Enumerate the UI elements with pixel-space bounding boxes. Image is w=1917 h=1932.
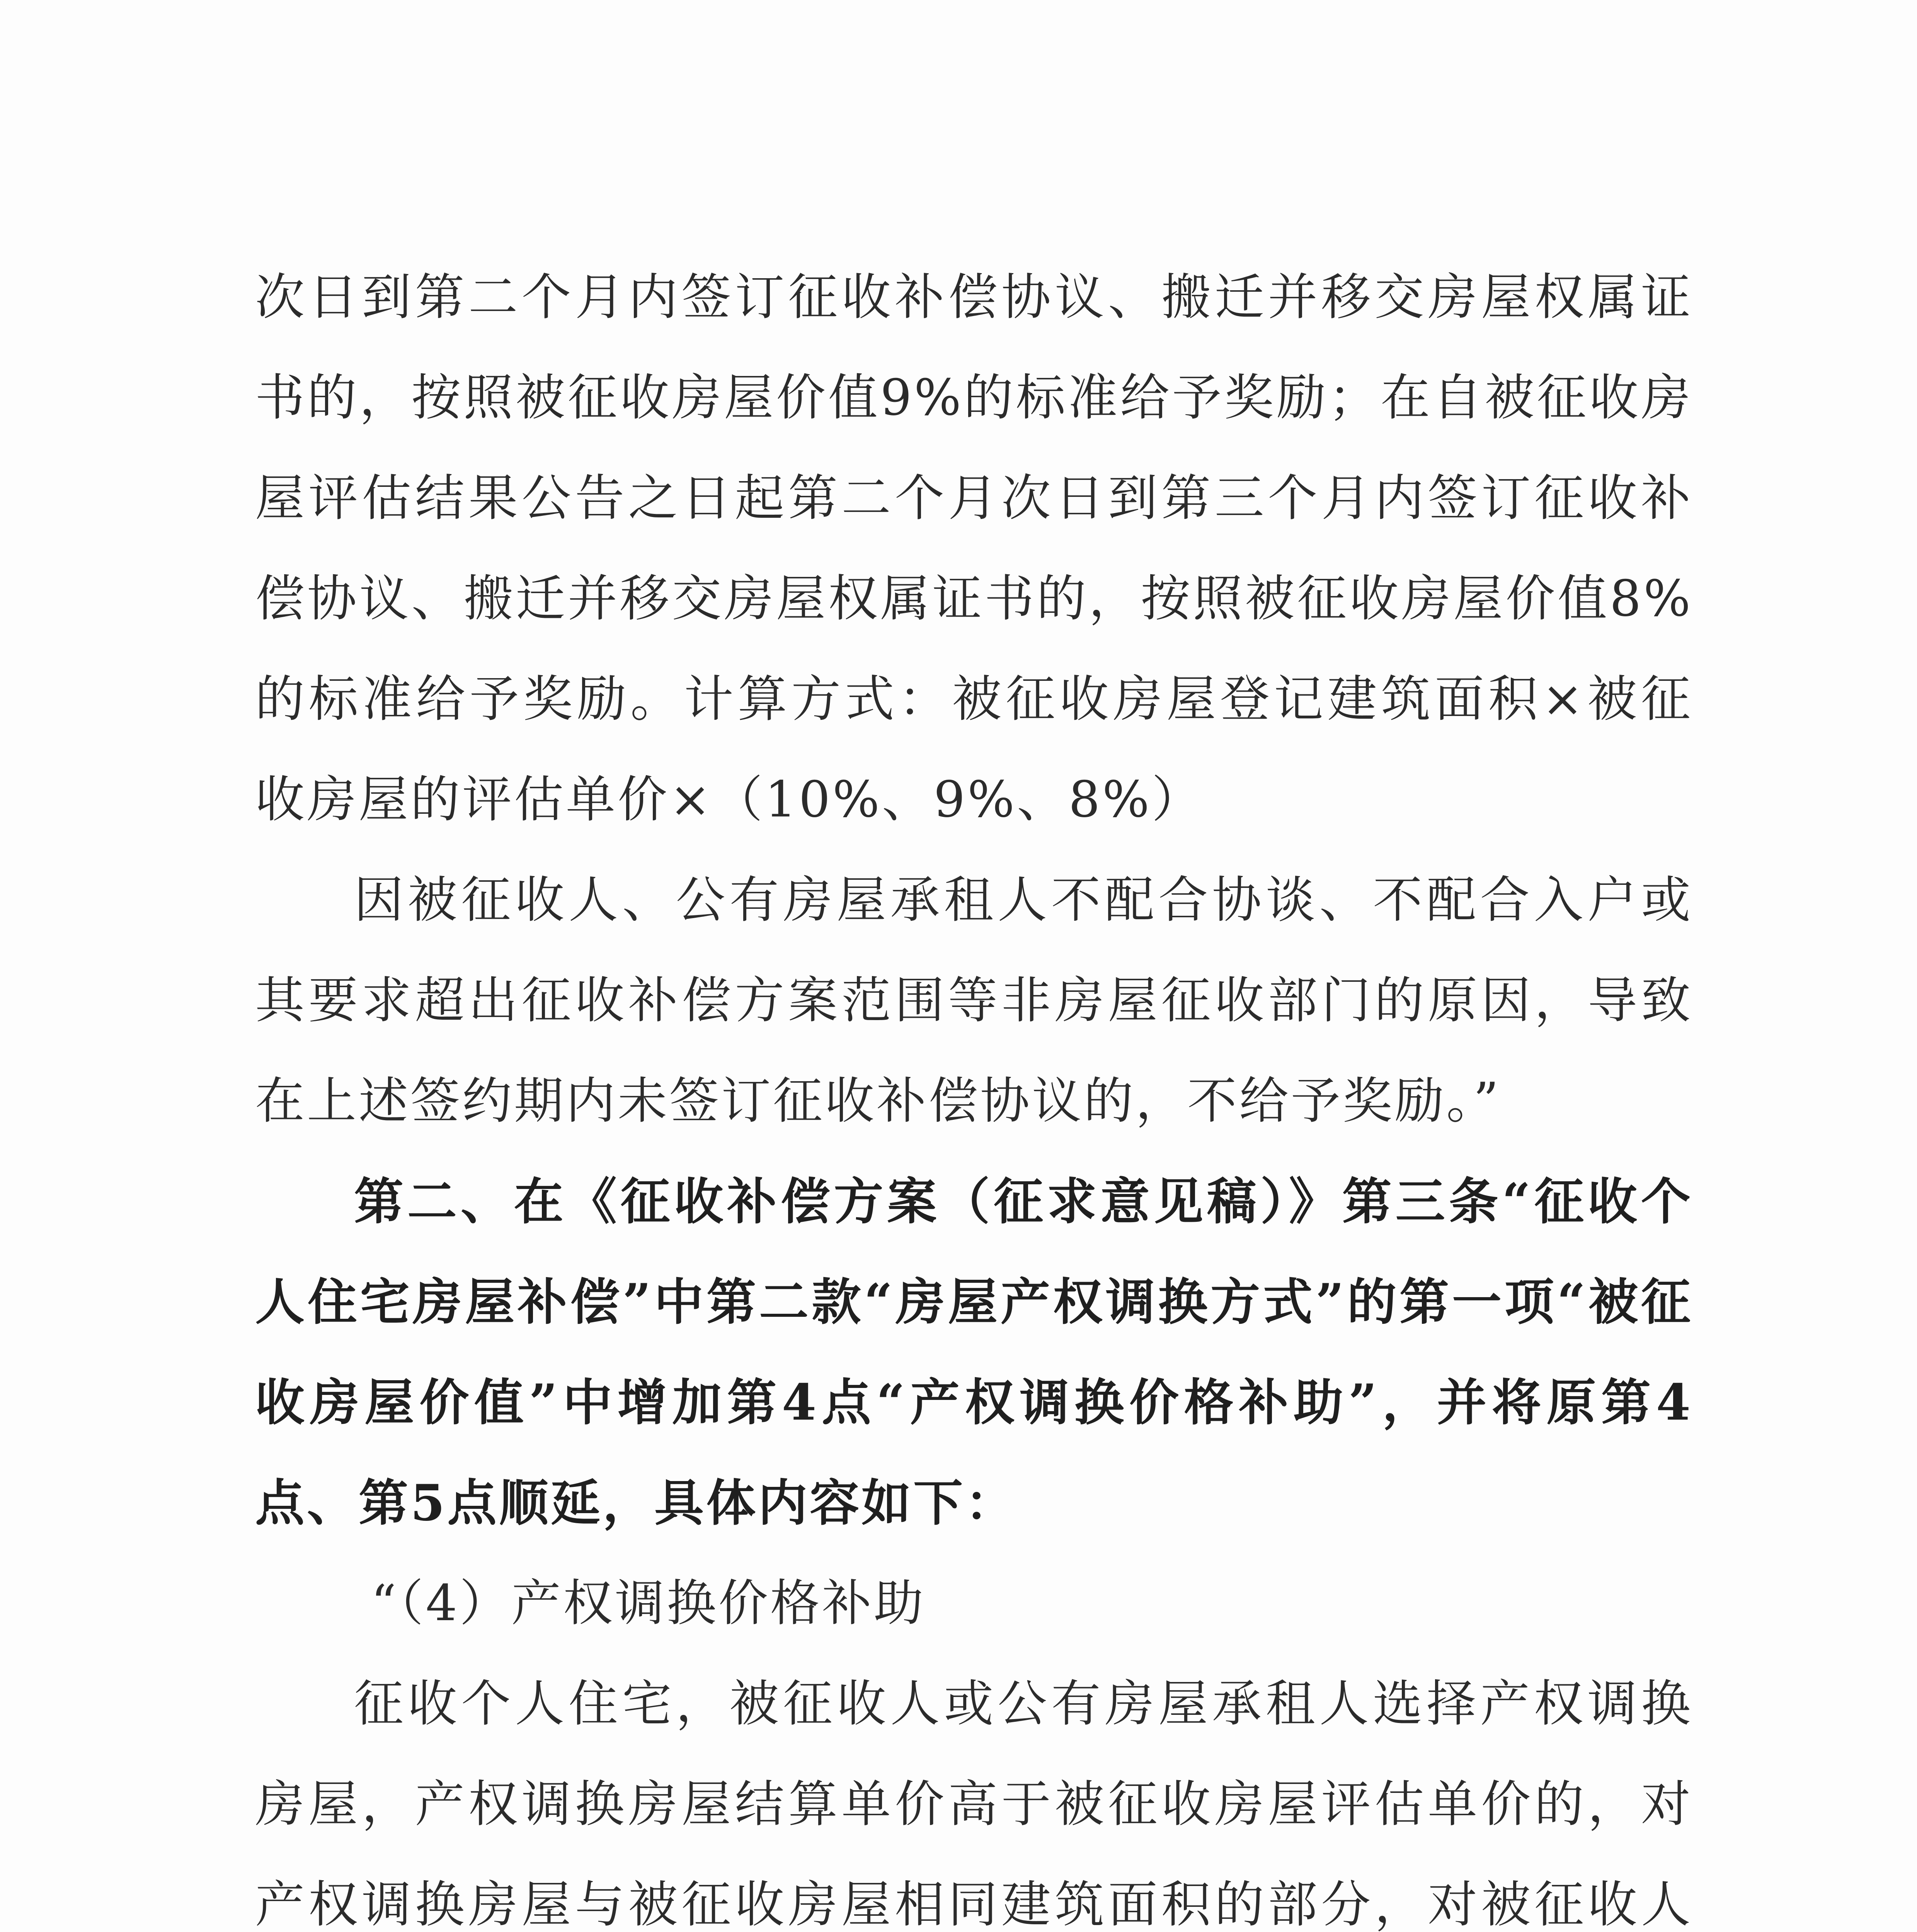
paragraph-no-award-condition: 因被征收人、公有房屋承租人不配合协谈、不配合入户或其要求超出征收补偿方案范围等非房屋征收部门的原因，导致在上述签约期内未签订征收补偿协议的，不给予奖励。” [255, 871, 1693, 1130]
paragraph-price-subsidy: 征收个人住宅，被征收人或公有房屋承租人选择产权调换房屋，产权调换房屋结算单价高于被征收房屋评估单价的，对产权调换房屋与被征收房屋相同建筑面积的部分，对被征收人 [255, 1675, 1693, 1932]
paragraph-award-schedule: 次日到第二个月内签订征收补偿协议、搬迁并移交房屋权属证书的，按照被征收房屋价值9%的标准给予奖励；在自被征收房屋评估结果公告之日起第二个月次日到第三个月内签订征收补偿协议、搬迁并移交房屋权属证书的，按照被征收房屋价值8%的标准给予奖励。计算方式：被征收房屋登记建筑面积×被征收房屋的评估单价×（10%、9%、8%） [255, 269, 1693, 828]
document-body [255, 247, 1693, 1932]
section-heading-price-subsidy: “（4）产权调换价格补助 [371, 1575, 926, 1632]
paragraph-amendment-second: 第二、在《征收补偿方案（征求意见稿）》第三条“征收个人住宅房屋补偿”中第二款“房屋产权调换方式”的第一项“被征收房屋价值”中增加第4点“产权调换价格补助”，并将原第4点、第5点顺延，具体内容如下： [255, 1173, 1693, 1532]
